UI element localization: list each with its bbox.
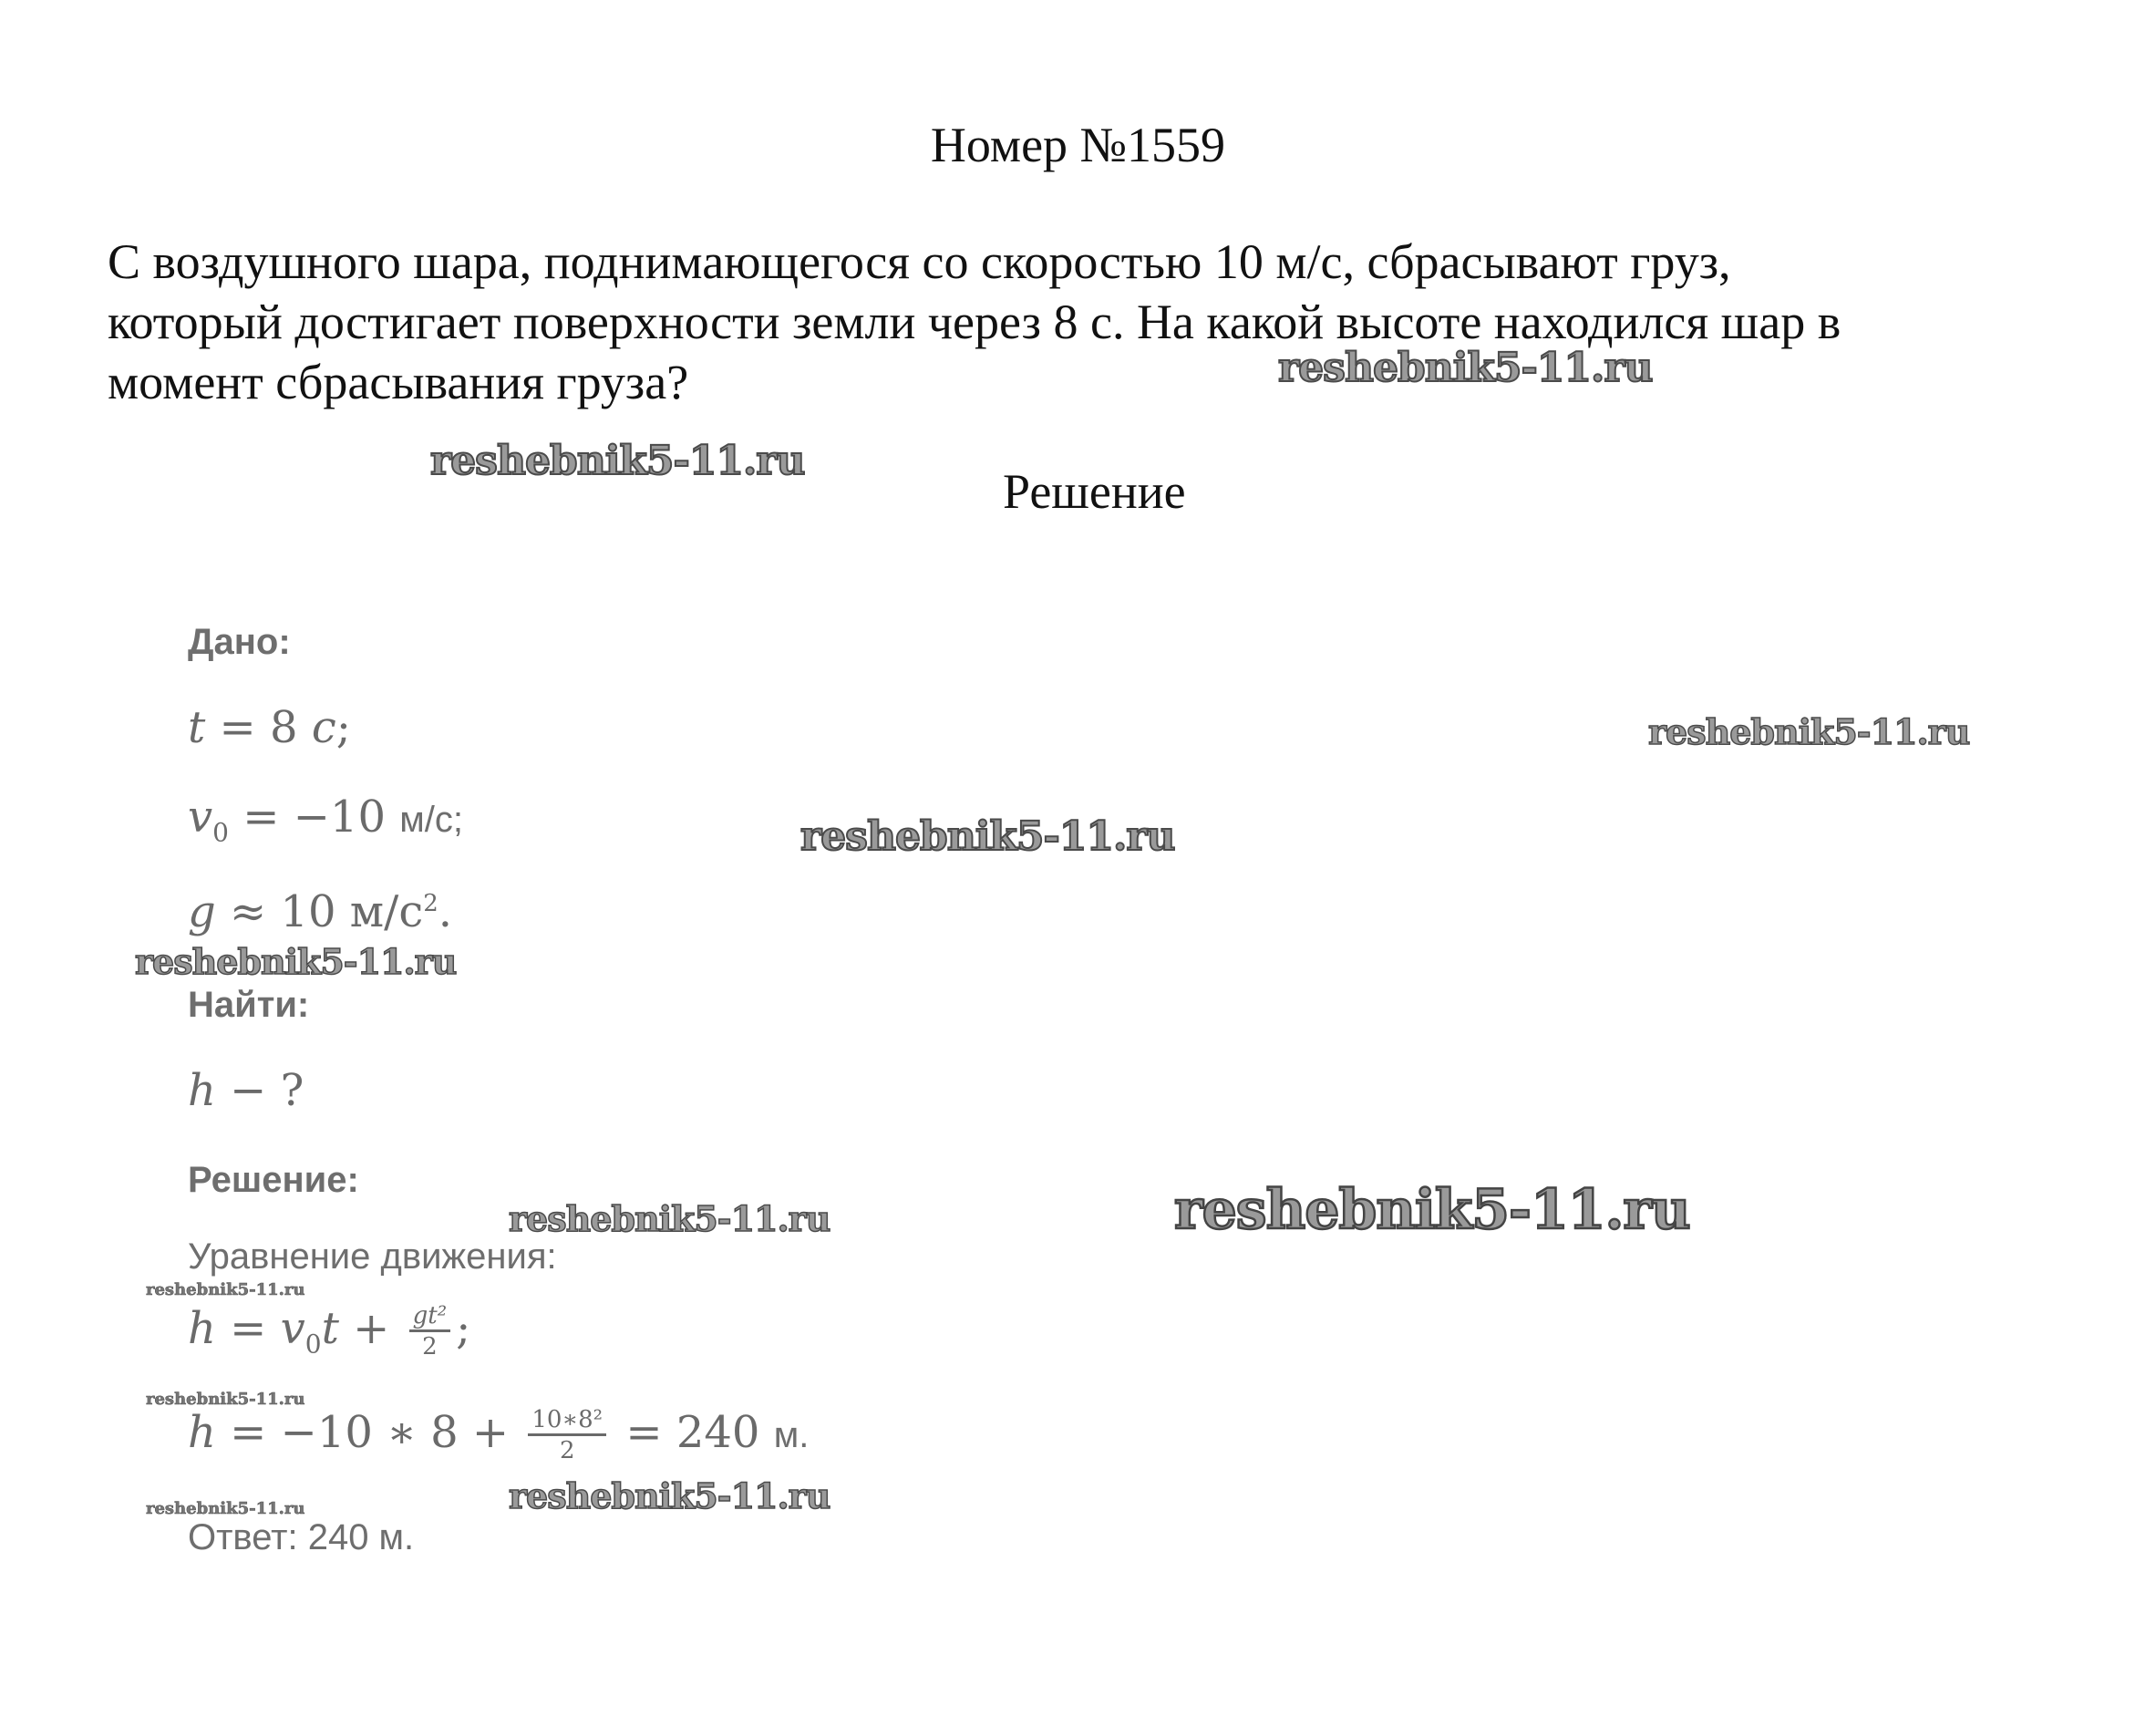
given-label: Дано:	[188, 622, 291, 662]
given-v0	[188, 791, 463, 848]
watermark: reshebnik5-11.ru	[146, 1280, 305, 1299]
given-t-value: = 8	[205, 702, 312, 753]
watermark: reshebnik5-11.ru	[430, 438, 805, 484]
equation-label: Уравнение движения:	[188, 1236, 557, 1277]
eq1-t: t	[321, 1303, 339, 1354]
var-v-sub: 0	[212, 817, 229, 848]
watermark: reshebnik5-11.ru	[509, 1475, 830, 1516]
answer: Ответ: 240 м.	[188, 1517, 415, 1557]
problem-line: который достигает поверхности земли через 8 с. На какой высоте находился шар в	[108, 295, 1841, 349]
solution-label: Решение:	[188, 1160, 359, 1200]
watermark: reshebnik5-11.ru	[1278, 345, 1653, 391]
given-t-unit: c	[311, 702, 336, 753]
watermark: reshebnik5-11.ru	[509, 1198, 830, 1239]
find-h-rest: − ?	[215, 1065, 304, 1116]
eq1-end: ;	[456, 1303, 471, 1354]
eq1-plus: +	[338, 1303, 404, 1354]
watermark: reshebnik5-11.ru	[135, 941, 457, 982]
eq1-numerator: gt²	[409, 1302, 451, 1332]
given-v0-value: = −10	[228, 791, 400, 843]
problem-statement	[108, 232, 2068, 412]
eq2-left: = −10 ∗ 8 +	[215, 1407, 523, 1458]
equation-calculation	[188, 1406, 809, 1465]
eq1-denominator: 2	[422, 1333, 438, 1360]
eq2-fraction	[528, 1406, 606, 1465]
eq1-v: v	[280, 1303, 305, 1354]
given-g-value: ≈ 10 м/с	[215, 886, 424, 937]
given-g-sup: 2	[423, 890, 438, 917]
given-g-end: .	[438, 886, 453, 937]
eq2-h: h	[188, 1407, 216, 1458]
watermark: reshebnik5-11.ru	[146, 1499, 305, 1518]
given-t-end: ;	[335, 702, 351, 753]
equation-motion	[188, 1302, 470, 1361]
watermark: reshebnik5-11.ru	[146, 1390, 305, 1409]
watermark: reshebnik5-11.ru	[800, 813, 1175, 860]
find-h	[188, 1065, 304, 1116]
watermark: reshebnik5-11.ru	[1174, 1178, 1690, 1242]
var-g: g	[188, 886, 216, 937]
problem-line: момент сбрасывания груза?	[108, 355, 689, 409]
eq2-denominator: 2	[559, 1437, 575, 1464]
given-v0-unit: м/с;	[399, 800, 463, 840]
find-label: Найти:	[188, 985, 310, 1025]
watermark: reshebnik5-11.ru	[1648, 711, 1970, 752]
eq2-unit: м.	[773, 1415, 810, 1455]
eq1-v-sub: 0	[304, 1329, 322, 1360]
var-t: t	[188, 702, 206, 753]
var-h: h	[188, 1065, 216, 1116]
given-g	[188, 886, 452, 937]
given-t	[188, 702, 351, 753]
page-title: Номер №1559	[930, 118, 1226, 172]
eq1-h: h	[188, 1303, 216, 1354]
problem-line: С воздушного шара, поднимающегося со скоростью 10 м/с, сбрасывают груз,	[108, 234, 1731, 289]
var-v: v	[188, 791, 213, 843]
solution-heading: Решение	[1003, 464, 1186, 519]
eq1-fraction	[409, 1302, 451, 1361]
eq2-numerator: 10∗8²	[528, 1406, 606, 1436]
eq1-eq: =	[215, 1303, 281, 1354]
eq2-right: = 240	[612, 1407, 774, 1458]
